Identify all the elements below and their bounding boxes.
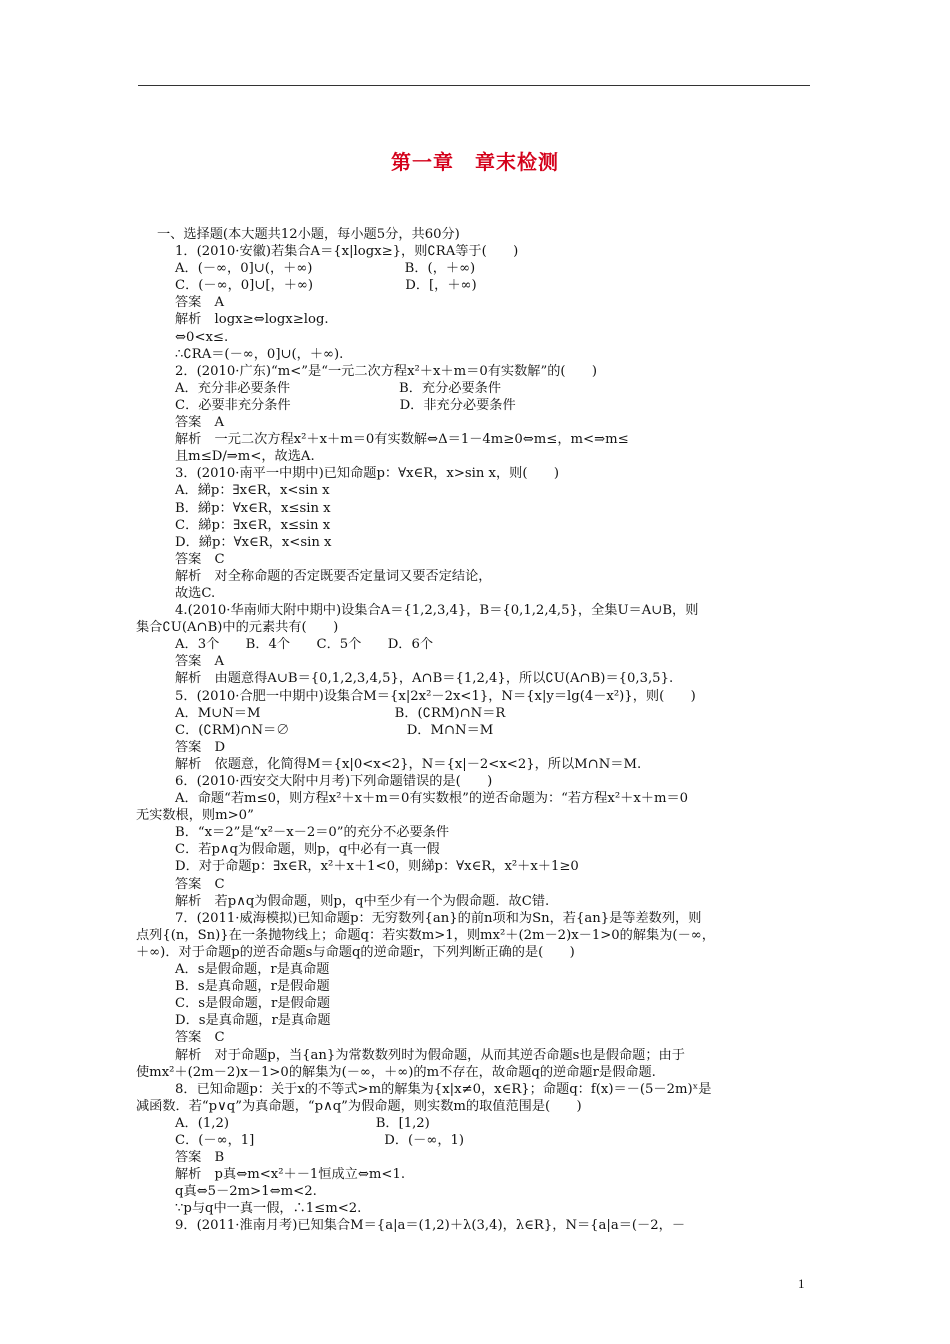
text-line: C．綈p：∃x∈R，x≤sin x — [175, 517, 331, 533]
text-line: 答案 C — [175, 551, 225, 567]
text-line: 7．(2011·威海模拟)已知命题p：无穷数列{an}的前n项和为Sn，若{an}是等差数列，则 — [175, 910, 702, 926]
text-line: 无实数根，则m>0” — [136, 808, 254, 824]
text-line: 且m≤D/⇒m<，故选A. — [175, 449, 315, 465]
text-line: C．(－∞，0]∪[，＋∞) D．[，＋∞) — [175, 278, 477, 294]
text-line: B．綈p：∀x∈R，x≤sin x — [175, 500, 331, 516]
text-line: 答案 D — [175, 739, 226, 755]
text-line: C．(∁RM)∩N＝∅ D．M∩N＝M — [175, 722, 494, 738]
text-line: 答案 C — [175, 1030, 225, 1046]
text-line: 使mx²＋(2m－2)x－1>0的解集为(－∞，＋∞)的m不存在，故命题q的逆命题r是假命题. — [136, 1064, 656, 1080]
text-line: 8．已知命题p：关于x的不等式>m的解集为{x|x≠0，x∈R}；命题q：f(x)＝－(5－2m)ˣ是 — [175, 1081, 712, 1097]
text-line: D．綈p：∀x∈R，x<sin x — [175, 534, 332, 550]
text-line: 答案 B — [175, 1150, 225, 1166]
text-line: 故选C. — [175, 585, 216, 601]
header-rule — [138, 85, 810, 86]
text-line: D．对于命题p：∃x∈R，x²＋x＋1<0，则綈p：∀x∈R，x²＋x＋1≥0 — [175, 859, 579, 875]
text-line: 9．(2011·淮南月考)已知集合M＝{a|a＝(1,2)＋λ(3,4)，λ∈R}，N＝{a|a＝(－2，－ — [175, 1218, 686, 1234]
text-line: A．綈p：∃x∈R，x<sin x — [175, 483, 330, 499]
text-line: 6．(2010·西安交大附中月考)下列命题错误的是( ) — [175, 774, 493, 789]
text-line: A．M∪N＝M B．(∁RM)∩N＝R — [175, 705, 506, 721]
text-line: 3．(2010·南平一中期中)已知命题p：∀x∈R，x>sin x，则( ) — [175, 466, 560, 482]
text-line: 一、选择题(本大题共12小题，每小题5分，共60分) — [157, 227, 460, 242]
document-body — [136, 226, 813, 1235]
text-line: 集合∁U(A∩B)中的元素共有( ) — [136, 620, 339, 636]
text-line: A．s是假命题，r是真命题 — [175, 962, 330, 978]
text-line: 1．(2010·安徽)若集合A＝{x|logx≥}，则∁RA等于( ) — [175, 244, 519, 260]
page-number: 1 — [798, 1276, 805, 1291]
text-line: A．命题“若m≤0，则方程x²＋x＋m＝0有实数根”的逆否命题为：“若方程x²＋x＋m＝0 — [175, 791, 689, 807]
text-line: B．“x＝2”是“x²－x－2＝0”的充分不必要条件 — [175, 825, 450, 841]
text-line: 解析 p真⇔m<x²＋－1恒成立⇔m<1. — [175, 1167, 406, 1183]
text-line: ∴∁RA＝(－∞，0]∪(，＋∞). — [175, 346, 344, 362]
text-line: 解析 依题意，化简得M＝{x|0<x<2}，N＝{x|－2<x<2}，所以M∩N＝M. — [175, 756, 642, 772]
page-title: 第一章 章末检测 — [391, 150, 559, 174]
text-line: 解析 对全称命题的否定既要否定量词又要否定结论， — [175, 568, 492, 584]
text-line: 解析 对于命题p，当{an}为常数数列时为假命题，从而其逆否命题s也是假命题；由于 — [175, 1047, 685, 1063]
text-line: ＋∞)．对于命题p的逆否命题s与命题q的逆命题r，下列判断正确的是( ) — [136, 944, 575, 960]
text-line: B．s是真命题，r是假命题 — [175, 979, 330, 995]
text-line: 减函数．若“p∨q”为真命题，“p∧q”为假命题，则实数m的取值范围是( ) — [136, 1098, 582, 1114]
text-line: ⇔0<x≤. — [175, 329, 229, 345]
text-line: C．(－∞，1] D．(－∞，1) — [175, 1132, 465, 1148]
text-line: 答案 A — [175, 415, 225, 431]
text-line: 5．(2010·合肥一中期中)设集合M＝{x|2x²－2x<1}，N＝{x|y＝lg(4－x²)}，则( ) — [175, 688, 696, 704]
text-line: q真⇔5－2m>1⇔m<2. — [175, 1184, 317, 1200]
text-line: A．充分非必要条件 B．充分必要条件 — [175, 380, 502, 396]
text-line: C．s是假命题，r是假命题 — [175, 996, 331, 1012]
text-line: 解析 若p∧q为假命题，则p，q中至少有一个为假命题．故C错. — [175, 893, 550, 909]
text-line: C．必要非充分条件 D．非充分必要条件 — [175, 397, 516, 413]
text-line: C．若p∧q为假命题，则p，q中必有一真一假 — [175, 842, 440, 858]
text-line: 4.(2010·华南师大附中期中)设集合A＝{1,2,3,4}，B＝{0,1,2,4,5}，全集U＝A∪B，则 — [175, 603, 699, 619]
text-line: 解析 一元二次方程x²＋x＋m＝0有实数解⇔Δ＝1－4m≥0⇔m≤，m<⇒m≤ — [175, 432, 629, 448]
text-line: 2．(2010·广东)“m<”是“一元二次方程x²＋x＋m＝0有实数解”的( ) — [175, 363, 598, 379]
text-line: 答案 A — [175, 654, 225, 670]
text-line: A．(－∞，0]∪(，＋∞) B．(，＋∞) — [175, 261, 476, 277]
text-line: ∵p与q中一真一假，∴1≤m<2. — [175, 1201, 362, 1217]
text-line: 答案 A — [175, 295, 225, 311]
text-line: D．s是真命题，r是真命题 — [175, 1013, 331, 1029]
text-line: 点列{(n，Sn)}在一条抛物线上；命题q：若实数m>1，则mx²＋(2m－2)x－1>0的解集为(－∞， — [136, 927, 715, 943]
text-line: A．3个 B．4个 C．5个 D．6个 — [175, 637, 434, 653]
text-line: 答案 C — [175, 876, 225, 892]
text-line: A．(1,2) B．[1,2) — [175, 1115, 430, 1131]
text-line: 解析 logx≥⇔logx≥log. — [175, 312, 329, 328]
text-line: 解析 由题意得A∪B＝{0,1,2,3,4,5}，A∩B＝{1,2,4}，所以∁U(A∩B)＝{0,3,5}. — [175, 671, 674, 687]
